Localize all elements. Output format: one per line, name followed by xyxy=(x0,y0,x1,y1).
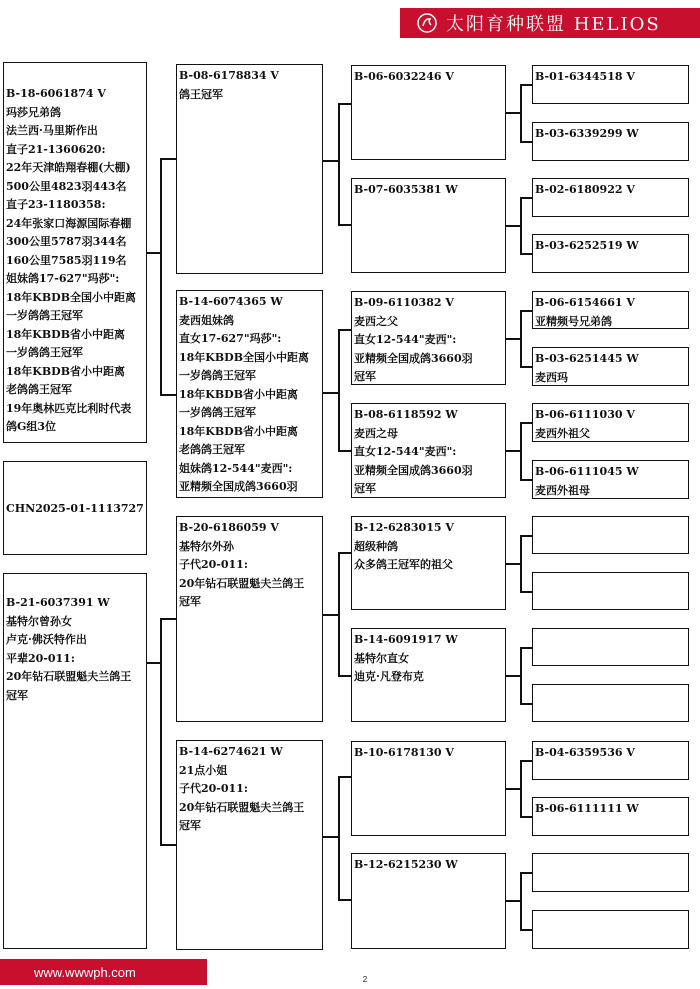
pedigree-note: 麦西玛 xyxy=(535,370,568,384)
pedigree-note: 一岁鸽鸽王冠军 xyxy=(6,309,83,322)
ring-number: B-02-6180922 V xyxy=(535,183,635,196)
pedigree-note: 众多鸽王冠军的祖父 xyxy=(354,558,453,571)
connector xyxy=(147,252,161,254)
header-bar xyxy=(400,8,700,38)
pedigree-note: 18年KBDB省小中距离 xyxy=(179,387,299,401)
connector xyxy=(338,329,340,451)
pedigree-note: 鸽G组3位 xyxy=(6,420,57,433)
g4-box-2 xyxy=(532,122,689,161)
connector xyxy=(338,329,351,331)
connector xyxy=(338,103,351,105)
connector xyxy=(520,197,532,199)
sss-box xyxy=(351,65,506,160)
pedigree-note: 24年张家口海源国际春棚 xyxy=(6,216,132,230)
brand-title: 太阳育种联盟 HELIOS xyxy=(446,14,661,35)
ring-number: B-10-6178130 V xyxy=(354,746,454,759)
pedigree-note: 子代20-011: xyxy=(179,558,248,571)
g4-box-6 xyxy=(532,347,689,386)
ring-number: B-01-6344518 V xyxy=(535,70,635,83)
connector xyxy=(323,836,339,838)
pedigree-note: 20年钻石联盟魁夫兰鸽王 xyxy=(179,576,305,590)
g4-box-1 xyxy=(532,65,689,104)
g4-box-8 xyxy=(532,460,689,499)
ring-number: B-09-6110382 V xyxy=(354,296,454,309)
connector xyxy=(323,392,339,394)
connector xyxy=(520,141,532,143)
connector xyxy=(323,614,339,616)
pedigree-note: 老鸽鸽王冠军 xyxy=(6,383,72,396)
sds-box xyxy=(351,291,506,385)
pedigree-note: 超级种鸽 xyxy=(354,539,398,553)
pedigree-note: 直子21-1360620: xyxy=(6,142,106,156)
pedigree-note: 一岁鸽鸽王冠军 xyxy=(179,406,256,419)
connector xyxy=(520,872,532,874)
pedigree-note: 老鸽鸽王冠军 xyxy=(179,443,245,456)
sire-box xyxy=(3,62,147,443)
connector xyxy=(160,158,162,395)
g4-box-3 xyxy=(532,178,689,217)
ring-number: B-08-6118592 W xyxy=(354,408,458,421)
connector xyxy=(147,662,161,664)
ring-number: B-03-6251445 W xyxy=(535,352,639,365)
logo-icon xyxy=(416,12,438,34)
connector xyxy=(338,552,351,554)
pedigree-note: 20年钻石联盟魁夫兰鸽王 xyxy=(179,800,305,814)
pedigree-note: 法兰西·马里斯作出 xyxy=(6,124,98,137)
g4-box-7 xyxy=(532,403,689,442)
connector xyxy=(520,591,532,593)
g4-box-13 xyxy=(532,741,689,780)
pedigree-note: 冠军 xyxy=(179,595,201,608)
connector xyxy=(160,618,162,845)
ring-number: B-06-6111045 W xyxy=(535,465,639,478)
connector xyxy=(506,225,521,227)
ring-number: B-03-6252519 W xyxy=(535,239,639,252)
g4-box-5 xyxy=(532,291,689,329)
g4-box-12 xyxy=(532,684,689,722)
connector xyxy=(160,618,176,620)
pedigree-note: 玛莎兄弟鸽 xyxy=(6,105,61,119)
connector xyxy=(520,422,532,424)
pedigree-note: 卢克·佛沃特作出 xyxy=(6,633,87,646)
connector xyxy=(338,675,351,677)
pedigree-note: 迪克·凡登布克 xyxy=(354,670,424,683)
pedigree-note: 18年KBDB全国小中距离 xyxy=(179,350,310,364)
ring-number: B-06-6111030 V xyxy=(535,408,635,421)
connector xyxy=(520,703,532,705)
sire-sire-box xyxy=(176,64,323,274)
pedigree-note: 20年钻石联盟魁夫兰鸽王 xyxy=(6,670,132,683)
pedigree-note: 一岁鸽鸽王冠军 xyxy=(6,346,83,359)
connector xyxy=(506,563,521,565)
ring-number: B-06-6154661 V xyxy=(535,296,635,309)
pedigree-note: 18年KBDB省小中距离 xyxy=(6,364,126,378)
pedigree-note: 冠军 xyxy=(179,819,201,832)
dds-box xyxy=(351,741,506,836)
pedigree-note: 一岁鸽鸽王冠军 xyxy=(179,369,256,382)
pedigree-note: 亚精频全国成鸽3660羽 xyxy=(179,480,298,493)
g4-box-10 xyxy=(532,572,689,610)
connector xyxy=(338,450,351,452)
sire-dam-box xyxy=(176,290,323,498)
g4-box-14 xyxy=(532,797,689,836)
page-number: 2 xyxy=(362,975,368,984)
connector xyxy=(506,112,521,114)
connector xyxy=(506,338,521,340)
pedigree-note: 直女12-544"麦西": xyxy=(354,333,457,346)
pedigree-note: 平辈20-011: xyxy=(6,651,75,665)
connector xyxy=(520,366,532,368)
connector xyxy=(338,103,340,225)
ring-number: B-06-6032246 V xyxy=(354,70,454,83)
connector xyxy=(338,776,340,900)
pedigree-note: 300公里5787羽344名 xyxy=(6,235,127,248)
pedigree-note: 亚精频号兄弟鸽 xyxy=(535,314,612,328)
pedigree-note: 麦西外祖母 xyxy=(535,483,590,497)
connector xyxy=(338,224,351,226)
pedigree-note: 直女12-544"麦西": xyxy=(354,445,457,458)
pedigree-note: 子代20-011: xyxy=(179,782,248,795)
ring-number: B-07-6035381 W xyxy=(354,183,458,196)
ring-number: B-06-6111111 W xyxy=(535,802,639,815)
dss-box xyxy=(351,516,506,610)
connector xyxy=(506,450,521,452)
ring-number: B-21-6037391 W xyxy=(6,596,110,609)
ring-number: B-08-6178834 V xyxy=(179,69,279,82)
ring-number: B-04-6359536 V xyxy=(535,746,635,759)
g4-box-16 xyxy=(532,910,689,949)
g4-box-4 xyxy=(532,234,689,273)
footer-bar xyxy=(0,959,207,985)
dam-dam-box xyxy=(176,740,323,950)
pedigree-note: 22年天津皓翔春棚(大棚) xyxy=(6,161,131,174)
pedigree-note: 基特尔直女 xyxy=(354,651,409,665)
pedigree-note: 麦西之父 xyxy=(354,314,398,328)
connector xyxy=(160,394,176,396)
sdd-box xyxy=(351,403,506,498)
pedigree-note: 18年KBDB全国小中距离 xyxy=(6,290,137,304)
dam-sire-box xyxy=(176,516,323,722)
connector xyxy=(520,647,532,649)
connector xyxy=(520,84,532,86)
pedigree-note: 麦西姐妹鸽 xyxy=(179,313,234,327)
pedigree-note: 基特尔外孙 xyxy=(179,539,234,553)
g4-box-11 xyxy=(532,628,689,666)
pedigree-note: 麦西外祖父 xyxy=(535,426,590,440)
ddd-box xyxy=(351,853,506,949)
pedigree-note: 18年KBDB省小中距离 xyxy=(179,424,299,438)
connector xyxy=(506,900,521,902)
connector xyxy=(520,253,532,255)
g4-box-15 xyxy=(532,853,689,892)
connector xyxy=(520,760,532,762)
connector xyxy=(520,310,532,312)
ring-number: B-20-6186059 V xyxy=(179,521,279,534)
ssd-box xyxy=(351,178,506,273)
pedigree-note: 冠军 xyxy=(354,482,376,495)
dsd-box xyxy=(351,628,506,722)
pedigree-note: 500公里4823羽443名 xyxy=(6,179,127,193)
ring-number: B-14-6091917 W xyxy=(354,633,458,646)
connector xyxy=(338,776,351,778)
connector xyxy=(506,788,521,790)
ring-number: B-14-6074365 W xyxy=(179,295,283,308)
connector xyxy=(323,160,339,162)
connector xyxy=(160,158,176,160)
footer-url: www.wwwph.com xyxy=(34,964,136,980)
ring-number: B-14-6274621 W xyxy=(179,745,283,758)
pedigree-note: 亚精频全国成鸽3660羽 xyxy=(354,463,473,477)
pedigree-note: 19年奥林匹克比利时代表 xyxy=(6,401,132,415)
pedigree-note: 冠军 xyxy=(6,688,28,702)
pedigree-note: 亚精频全国成鸽3660羽 xyxy=(354,351,473,365)
pedigree-note: 麦西之母 xyxy=(354,426,398,440)
pedigree-note: 直子23-1180358: xyxy=(6,198,106,211)
connector xyxy=(520,816,532,818)
ring-number: B-18-6061874 V xyxy=(6,87,106,100)
ring-id-box xyxy=(3,461,147,555)
pedigree-note: 160公里7585羽119名 xyxy=(6,253,127,267)
connector xyxy=(520,535,532,537)
g4-box-9 xyxy=(532,516,689,554)
dam-box xyxy=(3,573,147,949)
pedigree-note: 冠军 xyxy=(354,370,376,383)
ring-number: B-12-6283015 V xyxy=(354,521,454,534)
pedigree-note: 直女17-627"玛莎": xyxy=(179,332,282,345)
pedigree-note: 基特尔曾孙女 xyxy=(6,614,72,628)
connector xyxy=(520,929,532,931)
pedigree-note: 姐妹鸽17-627"玛莎": xyxy=(6,272,120,285)
connector xyxy=(520,479,532,481)
pedigree-note: 姐妹鸽12-544"麦西": xyxy=(179,461,293,475)
connector xyxy=(338,899,351,901)
ring-id: CHN2025-01-1113727 xyxy=(6,501,144,515)
connector xyxy=(160,844,176,846)
ring-number: B-03-6339299 W xyxy=(535,127,639,140)
connector xyxy=(506,675,521,677)
ring-number: B-12-6215230 W xyxy=(354,858,458,871)
pedigree-note: 鸽王冠军 xyxy=(179,87,223,101)
pedigree-note: 21点小姐 xyxy=(179,763,228,777)
pedigree-note: 18年KBDB省小中距离 xyxy=(6,327,126,341)
